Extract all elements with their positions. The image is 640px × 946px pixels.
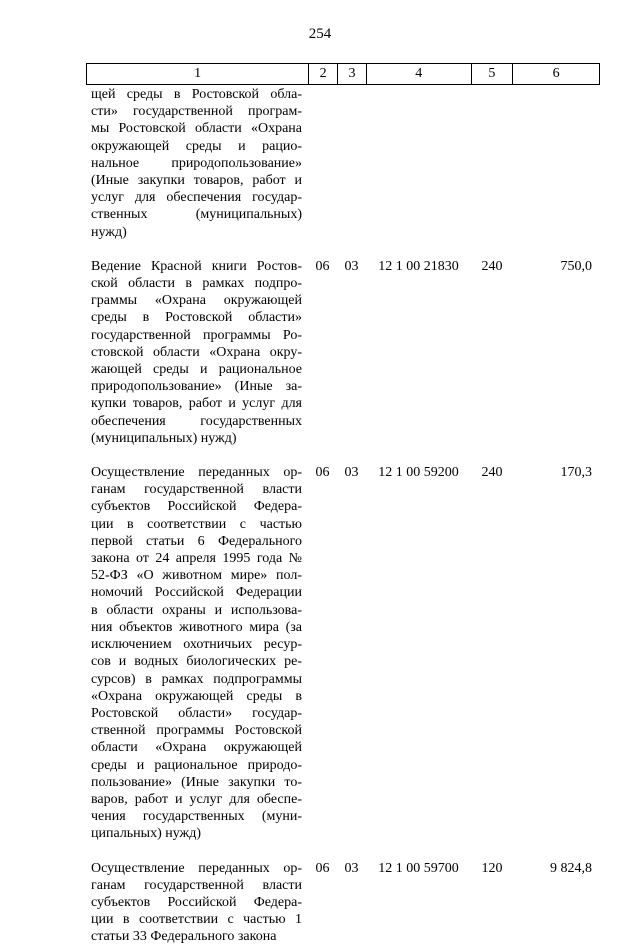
description-line: среды и рациональное природо- — [91, 757, 302, 773]
description-line: чения государственных (муни- — [91, 809, 302, 825]
header-col-5: 5 — [471, 64, 513, 84]
description-line: сов и водных биологических ре- — [91, 654, 302, 670]
subsection-code: 03 — [344, 465, 359, 481]
target-article-code: 12 1 00 21830 — [378, 258, 459, 274]
description-line: сти» государственной програм- — [91, 104, 302, 120]
description-line: нужд) — [91, 224, 127, 240]
description-line: купки товаров, работ и услуг для — [91, 396, 302, 412]
description-line: субъектов Российской Федера- — [91, 894, 302, 910]
description-line: ственной программы Ростовской — [91, 723, 302, 739]
description-line: закона от 24 апреля 1995 года № — [91, 551, 302, 567]
description-line: (муниципальных) нужд) — [91, 430, 237, 446]
section-code: 06 — [315, 860, 330, 876]
amount-value: 170,3 — [560, 465, 592, 481]
description-line: ганам государственной власти — [91, 877, 302, 893]
section-code: 06 — [315, 465, 330, 481]
row-description — [86, 86, 308, 241]
header-col-4: 4 — [366, 64, 471, 84]
expense-type-code: 120 — [481, 860, 503, 876]
expense-type-code — [471, 86, 513, 241]
header-col-6: 6 — [512, 64, 599, 84]
target-article-code: 12 1 00 59200 — [378, 465, 459, 481]
description-line: (Иные закупки товаров, работ и — [91, 173, 302, 189]
description-line: ции в соответствии с частью — [91, 516, 302, 532]
description-line: стовской области «Охрана окру- — [91, 344, 302, 360]
description-line: обеспечения государственных — [91, 413, 302, 429]
description-line: жающей среды и рациональное — [91, 362, 302, 378]
description-line: исключением охотничьих ресур- — [91, 637, 302, 653]
row-spacer — [86, 843, 600, 860]
amount-value: 750,0 — [560, 258, 592, 274]
description-line: ции в соответствии с частью 1 — [91, 912, 302, 928]
section-code: 06 — [315, 258, 330, 274]
description-line: ственных (муниципальных) — [91, 207, 302, 223]
description-line: субъектов Российской Федера- — [91, 499, 302, 515]
row-description — [86, 464, 308, 842]
table-row — [86, 258, 600, 447]
description-line: ской области в рамках подпро- — [91, 276, 302, 292]
description-line: граммы «Охрана окружающей — [91, 293, 302, 309]
description-line: 52-ФЗ «О животном мире» пол- — [91, 568, 302, 584]
description-line: сурсов) в рамках подпрограммы — [91, 671, 302, 687]
description-line: мы Ростовской области «Охрана — [91, 121, 302, 137]
description-line: «Охрана окружающей среды в — [91, 688, 302, 704]
header-col-3: 3 — [337, 64, 366, 84]
row-description — [86, 258, 308, 447]
description-line: пользование» (Иные закупки то- — [91, 774, 302, 790]
subsection-code: 03 — [344, 258, 359, 274]
table-body — [86, 86, 600, 946]
description-line: услуг для обеспечения государ- — [91, 190, 302, 206]
row-spacer — [86, 241, 600, 258]
description-line: варов, работ и услуг для обеспе- — [91, 791, 302, 807]
description-line: щей среды в Ростовской обла- — [91, 87, 302, 102]
description-line: ганам государственной власти — [91, 482, 302, 498]
page-number: 254 — [308, 26, 332, 42]
table-row — [86, 86, 600, 241]
row-spacer — [86, 447, 600, 464]
table-header — [86, 63, 600, 85]
description-line: статьи 33 Федерального закона — [91, 929, 277, 945]
row-description — [86, 860, 308, 946]
expense-type-code: 240 — [481, 258, 503, 274]
description-line: ципальных) нужд) — [91, 826, 202, 842]
table-row — [86, 860, 600, 946]
section-code — [308, 86, 337, 241]
description-line: государственной программы Ро- — [91, 327, 302, 343]
table-row — [86, 464, 600, 842]
description-line: в области охраны и использова- — [91, 602, 302, 618]
target-article-code — [366, 86, 471, 241]
description-line: природопользование» (Иные за- — [91, 379, 302, 395]
target-article-code: 12 1 00 59700 — [378, 860, 459, 876]
amount-value — [513, 86, 600, 241]
description-line: ния объектов животного мира (за — [91, 619, 302, 635]
subsection-code: 03 — [344, 860, 359, 876]
description-line: области «Охрана окружающей — [91, 740, 302, 756]
header-col-2: 2 — [308, 64, 337, 84]
description-line: Осуществление переданных ор- — [91, 860, 302, 876]
amount-value: 9 824,8 — [550, 860, 592, 876]
description-line: окружающей среды и рацио- — [91, 138, 302, 154]
description-line: Ведение Красной книги Ростов- — [91, 258, 302, 274]
description-line: номочий Российской Федерации — [91, 585, 302, 601]
description-line: нальное природопользование» — [91, 155, 302, 171]
header-col-1: 1 — [194, 66, 202, 81]
description-line: Ростовской области» государ- — [91, 705, 302, 721]
subsection-code — [337, 86, 366, 241]
description-line: первой статьи 6 Федерального — [91, 533, 302, 549]
description-line: среды в Ростовской области» — [91, 310, 302, 326]
description-line: Осуществление переданных ор- — [91, 465, 302, 481]
expense-type-code: 240 — [481, 465, 503, 481]
